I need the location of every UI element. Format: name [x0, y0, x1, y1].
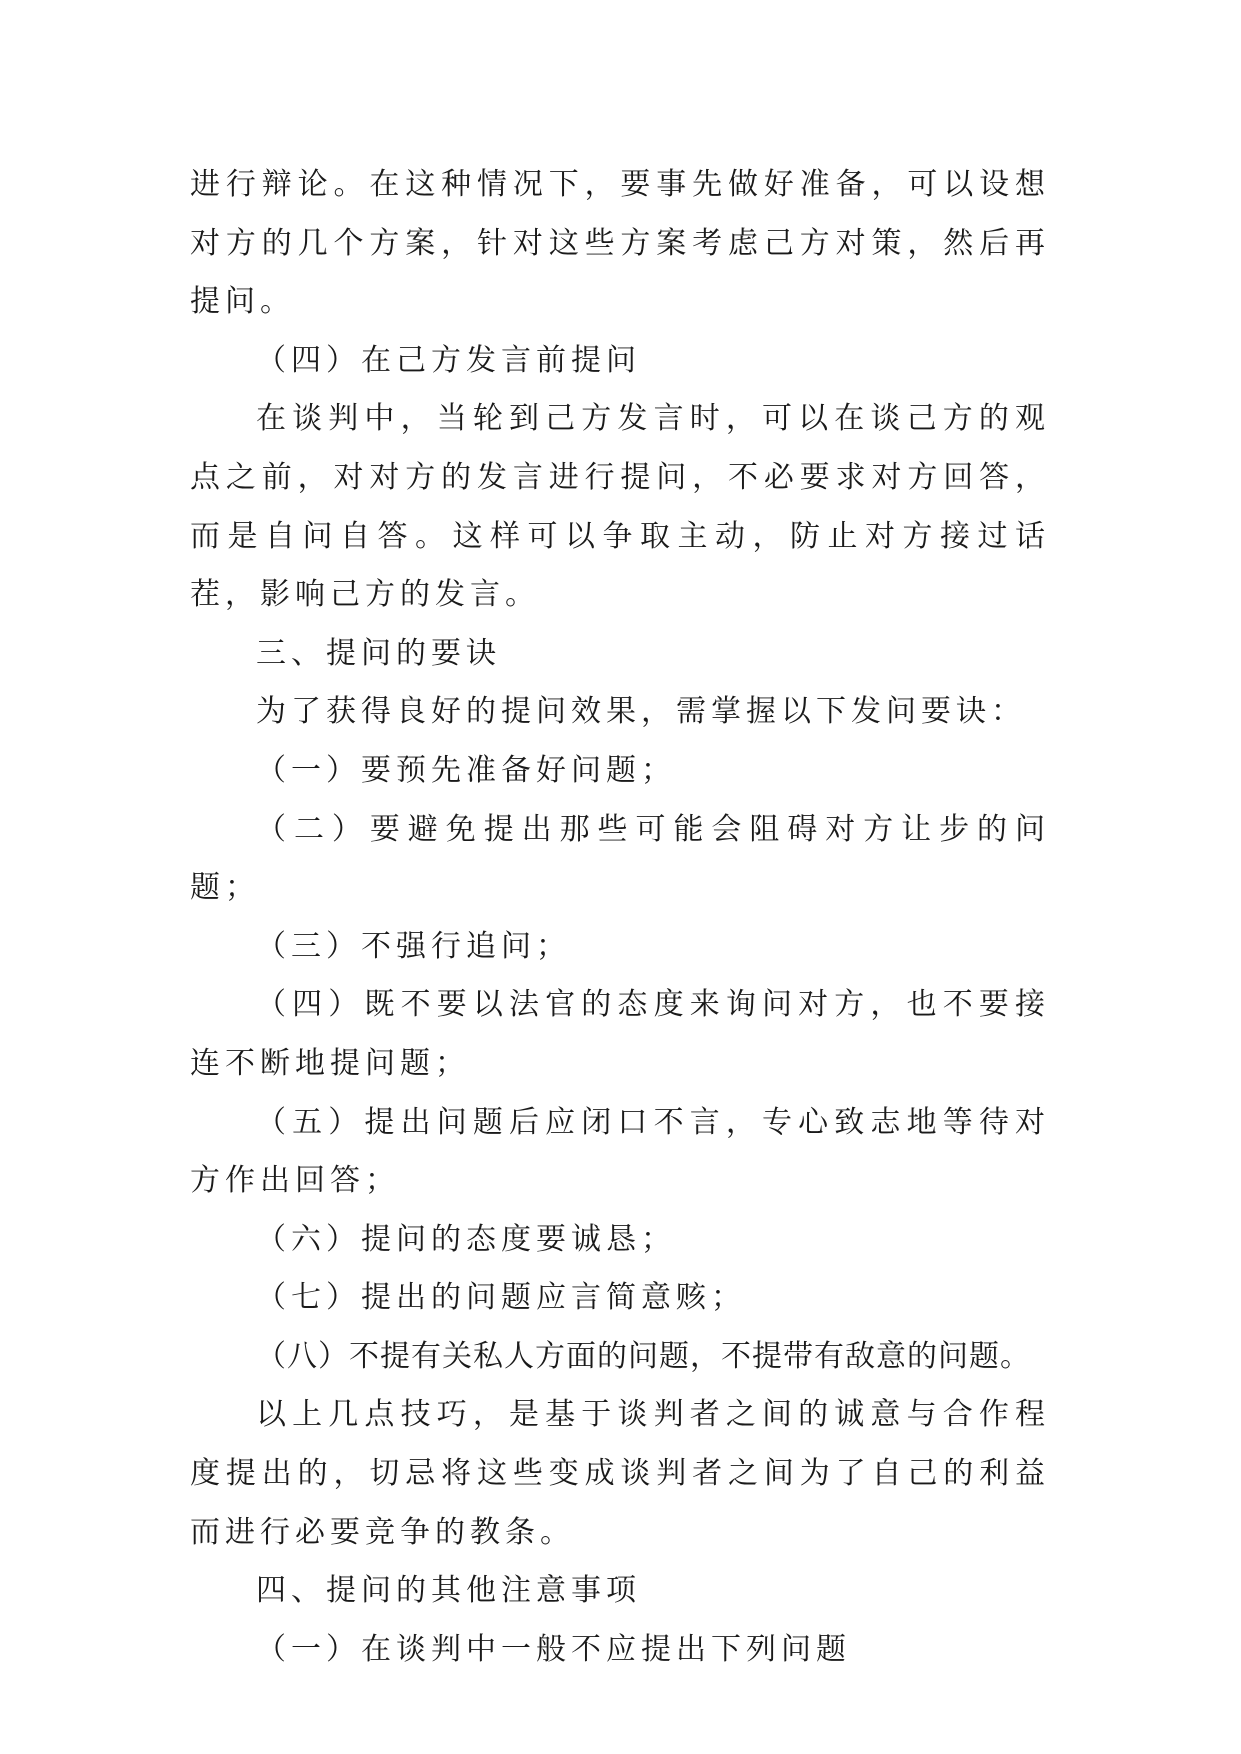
tip-item-3: （三）不强行追问；: [256, 928, 571, 964]
paragraph-self-answer: 在谈判中，当轮到己方发言时，可以在谈己方的观点之前，对对方的发言进行提问，不必要求对方回答，而是自问自答。这样可以争取主动，防止对方接过话茬，影响己方的发言。: [190, 401, 1050, 613]
paragraph-tips-summary: 以上几点技巧，是基于谈判者之间的诚意与合作程度提出的，切忌将这些变成谈判者之间为了自己的利益而进行必要竞争的教条。: [190, 1397, 1050, 1550]
tip-item-7: （七）提出的问题应言简意赅；: [256, 1280, 746, 1316]
tip-item-8: （八）不提有关私人方面的问题，不提带有敌意的问题。: [256, 1338, 1031, 1374]
tip-item-2: （二）要避免提出那些可能会阻碍对方让步的问题；: [190, 811, 1050, 906]
document-body: [190, 156, 1050, 1679]
tip-item-1: （一）要预先准备好问题；: [256, 752, 676, 788]
tip-item-4: （四）既不要以法官的态度来询问对方，也不要接连不断地提问题；: [190, 987, 1050, 1081]
subheading-questions-to-avoid: （一）在谈判中一般不应提出下列问题: [256, 1631, 851, 1667]
paragraph-tips-intro: 为了获得良好的提问效果，需掌握以下发问要诀：: [256, 694, 1026, 730]
paragraph-continuation: 进行辩论。在这种情况下，要事先做好准备，可以设想对方的几个方案，针对这些方案考虑己方对策，然后再提问。: [190, 167, 1050, 320]
tip-item-5: （五）提出问题后应闭口不言，专心致志地等待对方作出回答；: [190, 1104, 1050, 1199]
tip-item-6: （六）提问的态度要诚恳；: [256, 1221, 676, 1257]
heading-other-notes: 四、提问的其他注意事项: [256, 1573, 641, 1609]
subheading-ask-before-speaking: （四）在己方发言前提问: [256, 342, 641, 378]
heading-questioning-tips: 三、提问的要诀: [256, 635, 501, 671]
